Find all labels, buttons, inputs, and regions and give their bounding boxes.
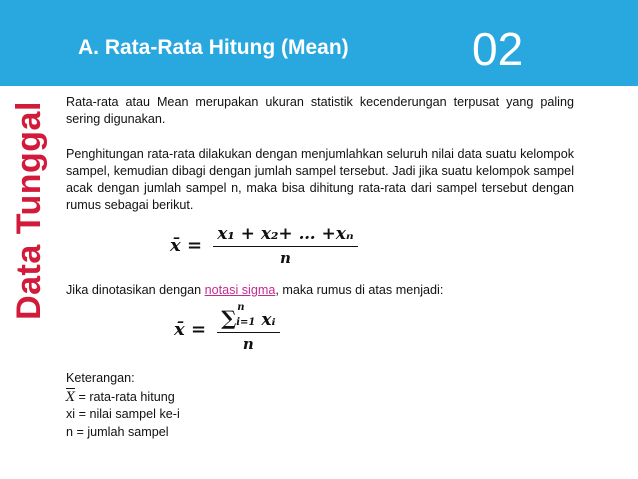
sigma-lower-limit: i=1 bbox=[236, 317, 256, 328]
mean-formula-numerator: x₁ + x₂+ … +xₙ bbox=[213, 224, 358, 247]
paragraph-sigma-before: Jika dinotasikan dengan bbox=[66, 283, 205, 297]
keterangan-line-n: n = jumlah sampel bbox=[66, 424, 169, 439]
xbar-symbol: $\overline{X}$ bbox=[66, 388, 75, 404]
sigma-formula-numerator bbox=[217, 302, 279, 333]
notasi-sigma-link[interactable]: notasi sigma bbox=[204, 283, 276, 297]
keterangan-line-mean-text: = rata-rata hitung bbox=[74, 389, 175, 404]
mean-formula-denominator: n bbox=[279, 249, 291, 267]
mean-formula bbox=[170, 224, 358, 267]
sigma-upper-limit: n bbox=[237, 302, 245, 313]
keterangan-heading: Keterangan: bbox=[66, 371, 135, 385]
sigma-symbol-group bbox=[221, 302, 256, 330]
mean-formula-lhs: x̄ = bbox=[170, 235, 203, 256]
paragraph-method: Penghitungan rata-rata dilakukan dengan menjumlahkan seluruh nilai data suatu kelompok sampel, kemudian dibagi dengan jumlah sampel tersebut. Jadi jika suatu kelompok sampel acak dengan jumlah sampel n, maka bisa dihitung rata-rata dari sampel tersebut dengan rumus sebagai berikut. bbox=[66, 147, 574, 212]
side-title bbox=[0, 90, 58, 330]
keterangan-line-mean bbox=[66, 388, 180, 407]
sigma-term: xᵢ bbox=[261, 310, 276, 330]
keterangan-line-xi: xi = nilai sampel ke-i bbox=[66, 407, 180, 421]
paragraph-definition: Rata-rata atau Mean merupakan ukuran statistik kecenderungan terpusat yang paling sering digunakan. bbox=[66, 95, 574, 126]
paragraph-sigma-after: , maka rumus di atas menjadi: bbox=[275, 283, 444, 297]
sigma-formula-fraction bbox=[217, 302, 279, 353]
side-title-text: Data Tunggal bbox=[9, 100, 48, 320]
mean-formula-fraction bbox=[213, 224, 358, 267]
keterangan-block bbox=[66, 370, 180, 441]
slide-title: A. Rata-Rata Hitung (Mean) bbox=[78, 36, 349, 59]
sigma-symbol: ∑ bbox=[221, 306, 237, 330]
slide-number: 02 bbox=[472, 23, 524, 75]
sigma-formula bbox=[174, 302, 280, 353]
sigma-formula-lhs: x̄ = bbox=[174, 319, 207, 340]
sigma-formula-denominator: n bbox=[242, 335, 254, 353]
paragraph-sigma bbox=[66, 282, 574, 299]
